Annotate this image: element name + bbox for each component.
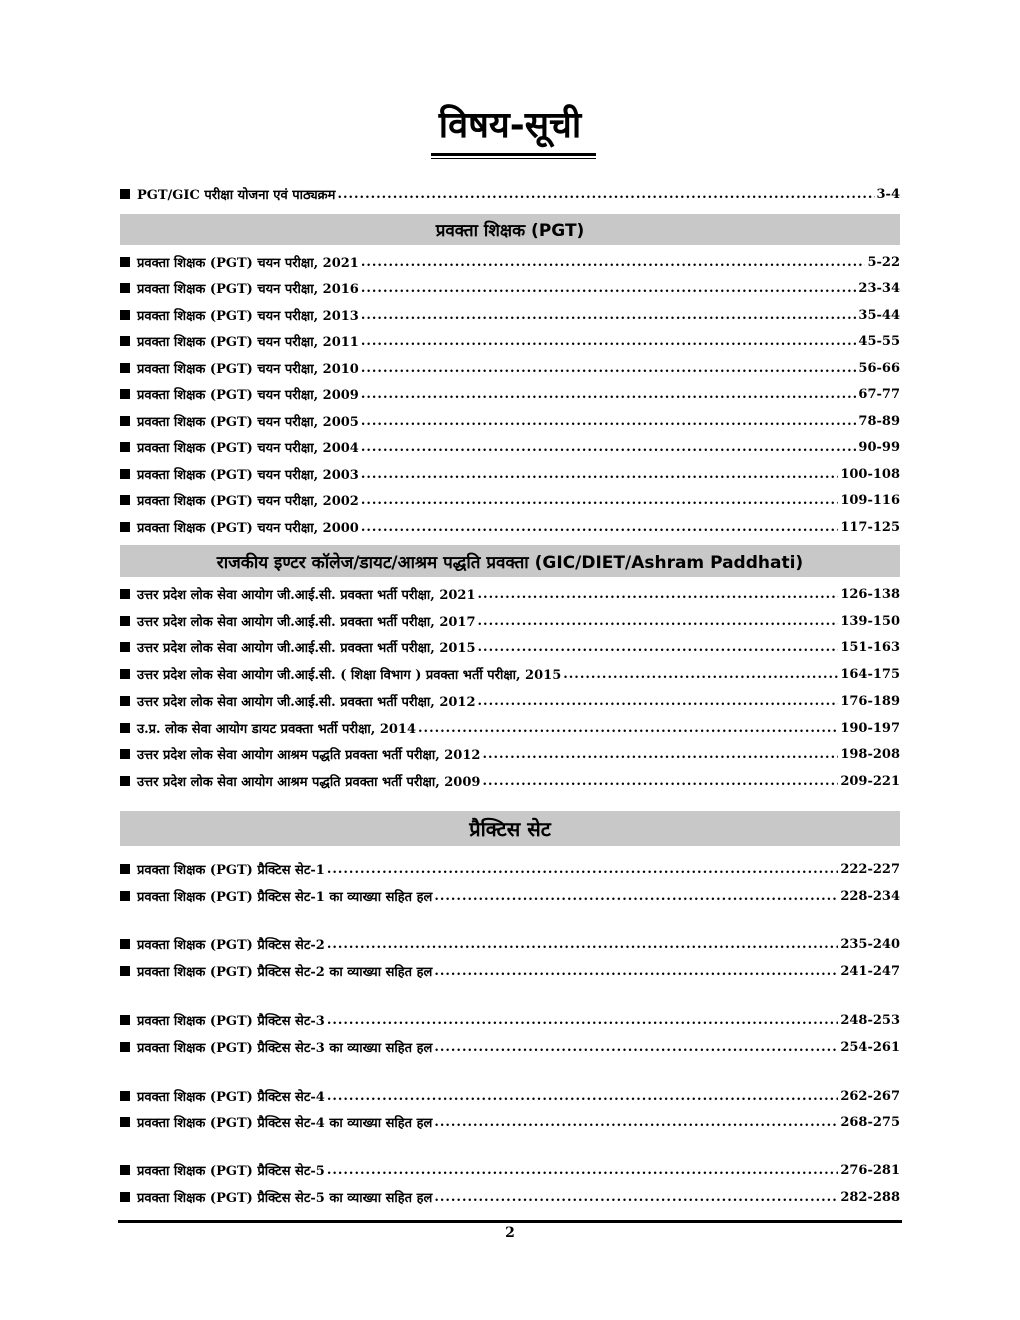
bullet-icon bbox=[120, 589, 130, 599]
entry-label: प्रवक्ता शिक्षक (PGT) चयन परीक्षा, 2005 bbox=[137, 415, 359, 430]
dot-leader bbox=[434, 1190, 838, 1205]
bullet-icon bbox=[120, 257, 130, 267]
page-number: 2 bbox=[505, 1225, 515, 1241]
entry-label: प्रवक्ता शिक्षक (PGT) चयन परीक्षा, 2003 bbox=[137, 468, 359, 483]
toc-entry bbox=[120, 932, 900, 956]
entry-label: प्रवक्ता शिक्षक (PGT) प्रैक्टिस सेट-4 bbox=[137, 1090, 325, 1105]
toc-entry bbox=[120, 435, 900, 459]
bullet-icon bbox=[120, 469, 130, 479]
entry-label: प्रवक्ता शिक्षक (PGT) चयन परीक्षा, 2021 bbox=[137, 256, 359, 271]
entry-pages: 67-77 bbox=[858, 386, 900, 402]
entry-label: प्रवक्ता शिक्षक (PGT) प्रैक्टिस सेट-3 का व्याख्या सहित हल bbox=[137, 1041, 433, 1056]
toc-entry bbox=[120, 515, 900, 539]
entry-pages: 248-253 bbox=[840, 1012, 900, 1028]
toc-entry bbox=[120, 609, 900, 633]
entry-label: उत्तर प्रदेश लोक सेवा आयोग जी.आई.सी. प्रवक्ता भर्ती परीक्षा, 2017 bbox=[137, 615, 476, 630]
title-underline bbox=[431, 153, 596, 156]
bullet-icon bbox=[120, 1192, 130, 1202]
dot-leader bbox=[563, 667, 838, 682]
toc-entry bbox=[120, 303, 900, 327]
toc-entry bbox=[120, 769, 900, 793]
entry-pages: 117-125 bbox=[840, 519, 900, 535]
entry-pages: 56-66 bbox=[858, 360, 900, 376]
dot-leader bbox=[361, 387, 857, 402]
toc-entry bbox=[120, 716, 900, 740]
entry-pages: 209-221 bbox=[840, 773, 900, 789]
entry-pages: 198-208 bbox=[840, 746, 900, 762]
entry-label: प्रवक्ता शिक्षक (PGT) प्रैक्टिस सेट-5 का व्याख्या सहित हल bbox=[137, 1191, 433, 1206]
toc-entry bbox=[120, 959, 900, 983]
dot-leader bbox=[418, 721, 838, 736]
entry-label: प्रवक्ता शिक्षक (PGT) चयन परीक्षा, 2004 bbox=[137, 441, 359, 456]
toc-entry bbox=[120, 884, 900, 908]
entry-pages: 222-227 bbox=[840, 861, 900, 877]
bullet-icon bbox=[120, 776, 130, 786]
entry-pages: 3-4 bbox=[876, 186, 900, 202]
entry-label: प्रवक्ता शिक्षक (PGT) प्रैक्टिस सेट-1 का व्याख्या सहित हल bbox=[137, 890, 433, 905]
entry-label: उ.प्र. लोक सेवा आयोग डायट प्रवक्ता भर्ती परीक्षा, 2014 bbox=[137, 722, 417, 737]
dot-leader bbox=[361, 440, 857, 455]
toc-entry bbox=[120, 382, 900, 406]
bullet-icon bbox=[120, 749, 130, 759]
entry-label: उत्तर प्रदेश लोक सेवा आयोग जी.आई.सी. ( शिक्षा विभाग ) प्रवक्ता भर्ती परीक्षा, 2015 bbox=[137, 668, 562, 683]
entry-pages: 241-247 bbox=[840, 963, 900, 979]
entry-label: प्रवक्ता शिक्षक (PGT) चयन परीक्षा, 2000 bbox=[137, 521, 359, 536]
dot-leader bbox=[337, 187, 874, 202]
bullet-icon bbox=[120, 283, 130, 293]
entry-pages: 109-116 bbox=[840, 492, 900, 508]
toc-entry bbox=[120, 1035, 900, 1059]
entry-pages: 228-234 bbox=[840, 888, 900, 904]
bullet-icon bbox=[120, 1117, 130, 1127]
entry-pages: 90-99 bbox=[858, 439, 900, 455]
entry-pages: 78-89 bbox=[858, 413, 900, 429]
bullet-icon bbox=[120, 310, 130, 320]
entry-label: प्रवक्ता शिक्षक (PGT) प्रैक्टिस सेट-4 का व्याख्या सहित हल bbox=[137, 1116, 433, 1131]
dot-leader bbox=[327, 1013, 839, 1028]
entry-label: प्रवक्ता शिक्षक (PGT) प्रैक्टिस सेट-3 bbox=[137, 1014, 325, 1029]
bullet-icon bbox=[120, 336, 130, 346]
footer-rule bbox=[118, 1220, 902, 1223]
bullet-icon bbox=[120, 642, 130, 652]
bullet-icon bbox=[120, 696, 130, 706]
entry-pages: 164-175 bbox=[840, 666, 900, 682]
entry-label: उत्तर प्रदेश लोक सेवा आयोग जी.आई.सी. प्रवक्ता भर्ती परीक्षा, 2012 bbox=[137, 695, 476, 710]
toc-entry bbox=[120, 582, 900, 606]
section-heading-practice: प्रैक्टिस सेट bbox=[120, 811, 900, 846]
bullet-icon bbox=[120, 1165, 130, 1175]
bullet-icon bbox=[120, 616, 130, 626]
toc-entry bbox=[120, 1158, 900, 1182]
entry-pages: 262-267 bbox=[840, 1088, 900, 1104]
bullet-icon bbox=[120, 522, 130, 532]
page-title: विषय-सूची bbox=[438, 105, 582, 146]
bullet-icon bbox=[120, 416, 130, 426]
entry-label: प्रवक्ता शिक्षक (PGT) चयन परीक्षा, 2016 bbox=[137, 282, 359, 297]
entry-pages: 151-163 bbox=[840, 639, 900, 655]
entry-label: PGT/GIC परीक्षा योजना एवं पाठ्यक्रम bbox=[137, 188, 336, 203]
bullet-icon bbox=[120, 363, 130, 373]
dot-leader bbox=[478, 694, 839, 709]
dot-leader bbox=[361, 493, 838, 508]
entry-pages: 276-281 bbox=[840, 1162, 900, 1178]
dot-leader bbox=[327, 937, 839, 952]
toc-entry bbox=[120, 635, 900, 659]
dot-leader bbox=[434, 1115, 838, 1130]
dot-leader bbox=[361, 467, 838, 482]
dot-leader bbox=[361, 281, 857, 296]
bullet-icon bbox=[120, 442, 130, 452]
dot-leader bbox=[478, 614, 839, 629]
toc-entry bbox=[120, 250, 900, 274]
entry-pages: 100-108 bbox=[840, 466, 900, 482]
section-heading-gic: राजकीय इण्टर कॉलेज/डायट/आश्रम पद्धति प्रवक्ता (GIC/DIET/Ashram Paddhati) bbox=[120, 545, 900, 577]
bullet-icon bbox=[120, 1091, 130, 1101]
dot-leader bbox=[434, 889, 838, 904]
bullet-icon bbox=[120, 495, 130, 505]
toc-entry bbox=[120, 689, 900, 713]
entry-label: प्रवक्ता शिक्षक (PGT) चयन परीक्षा, 2002 bbox=[137, 494, 359, 509]
entry-pages: 126-138 bbox=[840, 586, 900, 602]
dot-leader bbox=[434, 1040, 838, 1055]
entry-label: उत्तर प्रदेश लोक सेवा आयोग जी.आई.सी. प्रवक्ता भर्ती परीक्षा, 2015 bbox=[137, 641, 476, 656]
entry-pages: 268-275 bbox=[840, 1114, 900, 1130]
toc-entry-intro bbox=[120, 182, 900, 206]
toc-entry bbox=[120, 1008, 900, 1032]
entry-label: प्रवक्ता शिक्षक (PGT) प्रैक्टिस सेट-5 bbox=[137, 1164, 325, 1179]
dot-leader bbox=[361, 255, 866, 270]
toc-entry bbox=[120, 356, 900, 380]
entry-pages: 5-22 bbox=[867, 254, 900, 270]
bullet-icon bbox=[120, 189, 130, 199]
toc-entry bbox=[120, 488, 900, 512]
entry-pages: 254-261 bbox=[840, 1039, 900, 1055]
entry-label: प्रवक्ता शिक्षक (PGT) चयन परीक्षा, 2013 bbox=[137, 309, 359, 324]
toc-entry bbox=[120, 1084, 900, 1108]
dot-leader bbox=[327, 1089, 839, 1104]
entry-pages: 35-44 bbox=[858, 307, 900, 323]
dot-leader bbox=[361, 361, 857, 376]
entry-pages: 139-150 bbox=[840, 613, 900, 629]
bullet-icon bbox=[120, 966, 130, 976]
entry-label: प्रवक्ता शिक्षक (PGT) प्रैक्टिस सेट-2 bbox=[137, 938, 325, 953]
entry-label: प्रवक्ता शिक्षक (PGT) प्रैक्टिस सेट-2 का व्याख्या सहित हल bbox=[137, 965, 433, 980]
entry-label: प्रवक्ता शिक्षक (PGT) चयन परीक्षा, 2009 bbox=[137, 388, 359, 403]
toc-entry bbox=[120, 662, 900, 686]
dot-leader bbox=[361, 334, 857, 349]
toc-entry bbox=[120, 276, 900, 300]
dot-leader bbox=[434, 964, 838, 979]
dot-leader bbox=[361, 308, 857, 323]
bullet-icon bbox=[120, 723, 130, 733]
dot-leader bbox=[327, 1163, 839, 1178]
dot-leader bbox=[482, 747, 838, 762]
bullet-icon bbox=[120, 1015, 130, 1025]
toc-entry bbox=[120, 857, 900, 881]
title-underline-thin bbox=[431, 158, 596, 159]
toc-entry bbox=[120, 1110, 900, 1134]
entry-pages: 190-197 bbox=[840, 720, 900, 736]
entry-pages: 45-55 bbox=[858, 333, 900, 349]
dot-leader bbox=[478, 587, 839, 602]
bullet-icon bbox=[120, 891, 130, 901]
entry-label: प्रवक्ता शिक्षक (PGT) चयन परीक्षा, 2010 bbox=[137, 362, 359, 377]
entry-pages: 282-288 bbox=[840, 1189, 900, 1205]
bullet-icon bbox=[120, 669, 130, 679]
toc-entry bbox=[120, 742, 900, 766]
entry-label: उत्तर प्रदेश लोक सेवा आयोग जी.आई.सी. प्रवक्ता भर्ती परीक्षा, 2021 bbox=[137, 588, 476, 603]
entry-label: उत्तर प्रदेश लोक सेवा आयोग आश्रम पद्धति प्रवक्ता भर्ती परीक्षा, 2009 bbox=[137, 775, 481, 790]
dot-leader bbox=[327, 862, 839, 877]
entry-label: प्रवक्ता शिक्षक (PGT) चयन परीक्षा, 2011 bbox=[137, 335, 359, 350]
toc-entry bbox=[120, 329, 900, 353]
toc-entry bbox=[120, 1185, 900, 1209]
entry-pages: 23-34 bbox=[858, 280, 900, 296]
dot-leader bbox=[361, 414, 857, 429]
dot-leader bbox=[478, 640, 839, 655]
section-heading-pgt: प्रवक्ता शिक्षक (PGT) bbox=[120, 214, 900, 245]
bullet-icon bbox=[120, 864, 130, 874]
bullet-icon bbox=[120, 389, 130, 399]
entry-pages: 235-240 bbox=[840, 936, 900, 952]
toc-entry bbox=[120, 409, 900, 433]
entry-label: प्रवक्ता शिक्षक (PGT) प्रैक्टिस सेट-1 bbox=[137, 863, 325, 878]
bullet-icon bbox=[120, 1042, 130, 1052]
toc-entry bbox=[120, 462, 900, 486]
entry-pages: 176-189 bbox=[840, 693, 900, 709]
entry-label: उत्तर प्रदेश लोक सेवा आयोग आश्रम पद्धति प्रवक्ता भर्ती परीक्षा, 2012 bbox=[137, 748, 481, 763]
dot-leader bbox=[482, 774, 838, 789]
bullet-icon bbox=[120, 939, 130, 949]
dot-leader bbox=[361, 520, 838, 535]
